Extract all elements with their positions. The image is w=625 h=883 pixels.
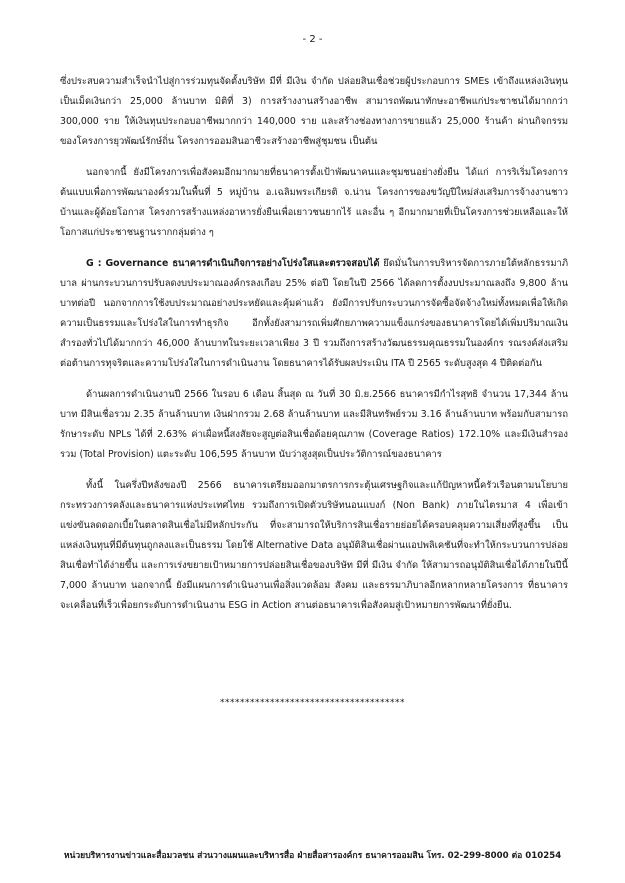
paragraph-governance <box>60 254 568 374</box>
document-body <box>60 72 568 627</box>
governance-heading: G : Governance ธนาคารดำเนินกิจการอย่างโปร่งใสและตรวจสอบได้ <box>86 258 380 269</box>
footer-contact: หน่วยบริหารงานข่าวและสื่อมวลชน ส่วนวางแผนและบริหารสื่อ ฝ่ายสื่อสารองค์กร ธนาคารออมสิน โทร. 02-299-8000 ต่อ 010254 <box>63 851 562 861</box>
governance-text: ยึดมั่นในการบริหารจัดการภายใต้หลักธรรมาภิบาล ผ่านกระบวนการปรับลดงบประมาณองค์กรลงเกือบ 25% ต่อปี โดยในปี 2566 ได้ลดการตั้งงบประมาณลงถึง 9,800 ล้านบาทต่อปี นอกจากการใช้งบประมาณอย่างประหยัดและคุ้มค่าแล้ว ยังมีการปรับกระบวนการจัดซื้อจัดจ้างใหม่ทั้งหมดเพื่อให้เกิดความเป็นธรรมและโปร่งใสในการทำธุรกิจ อีกทั้งยังสามารถเพิ่มศักยภาพความแข็งแกร่งของธนาคารโดยได้เพิ่มปริมาณเงินสำรองทั่วไปได้มากกว่า 46,000 ล้านบาทในระยะเวลาเพียง 3 ปี รวมถึงการสร้างวัฒนธรรมคุณธรรมในองค์กร รณรงค์ส่งเสริมต่อต้านการทุจริตและความโปร่งใสในการดำเนินงาน โดยธนาคารได้รับผลประเมิน ITA ปี 2565 ระดับสูงสุด 4 ปีติดต่อกัน <box>60 258 568 369</box>
separator-stars: ************************************* <box>220 698 405 708</box>
paragraph-outlook: ทั้งนี้ ในครึ่งปีหลังของปี 2566 ธนาคารเตรียมออกมาตรการกระตุ้นเศรษฐกิจและแก้ปัญหาหนี้ครัวเรือนตามนโยบายกระทรวงการคลังและธนาคารแห่งประเทศไทย รวมถึงการเปิดตัวบริษัทนอนแบงก์ (Non Bank) ภายในไตรมาส 4 เพื่อเข้าแข่งขันลดดอกเบี้ยในตลาดสินเชื่อไม่มีหลักประกัน ที่จะสามารถให้บริการสินเชื่อรายย่อยได้ครอบคลุมความเสี่ยงที่สูงขึ้น เป็นแหล่งเงินทุนที่มีต้นทุนถูกลงและเป็นธรรม โดยใช้ Alternative Data อนุมัติสินเชื่อผ่านแอปพลิเคชันที่จะทำให้กระบวนการปล่อยสินเชื่อทำได้ง่ายขึ้น และการเร่งขยายเป้าหมายการปล่อยสินเชื่อของบริษัท มีที่ มีเงิน จำกัด ให้สามารถอนุมัติสินเชื่อได้ภายในปีนี้ 7,000 ล้านบาท นอกจากนี้ ยังมีแผนการดำเนินงานเพื่อสิ่งแวดล้อม สังคม และธรรมาภิบาลอีกหลากหลายโครงการ ที่ธนาคารจะเคลื่อนที่เร็วเพื่อยกระดับการดำเนินงาน ESG in Action สานต่อธนาคารเพื่อสังคมสู่เป้าหมายการพัฒนาที่ยั่งยืน. <box>60 480 568 611</box>
paragraph-performance: ด้านผลการดำเนินงานปี 2566 ในรอบ 6 เดือน สิ้นสุด ณ วันที่ 30 มิ.ย.2566 ธนาคารมีกำไรสุทธิ จำนวน 17,344 ล้านบาท มีสินเชื่อรวม 2.35 ล้านล้านบาท เงินฝากรวม 2.68 ล้านล้านบาท และมีสินทรัพย์รวม 3.16 ล้านล้านบาท พร้อมกับสามารถรักษาระดับ NPLs ได้ที่ 2.63% ค่าเผื่อหนี้สงสัยจะสูญต่อสินเชื่อด้อยคุณภาพ (Coverage Ratios) 172.10% และมีเงินสำรองรวม (Total Provision) แตะระดับ 106,595 ล้านบาท นับว่าสูงสุดเป็นประวัติการณ์ของธนาคาร <box>60 389 568 460</box>
page-number: - 2 - <box>302 34 323 45</box>
paragraph-social-projects: นอกจากนี้ ยังมีโครงการเพื่อสังคมอีกมากมายที่ธนาคารตั้งเป้าพัฒนาคนและชุมชนอย่างยั่งยืน ได้แก่ การริเริ่มโครงการต้นแบบเพื่อการพัฒนาองค์รวมในพื้นที่ 5 หมู่บ้าน อ.เฉลิมพระเกียรติ จ.น่าน โครงการของขวัญปีใหม่ส่งเสริมการจ้างงานชาวบ้านและผู้ด้อยโอกาส โครงการสร้างแหล่งอาหารยั่งยืนเพื่อเยาวชนยากไร้ และอื่น ๆ อีกมากมายที่เป็นโครงการช่วยเหลือและให้โอกาสแก่ประชาชนฐานรากกลุ่มต่าง ๆ <box>60 167 568 238</box>
paragraph-continuation: ซึ่งประสบความสำเร็จนำไปสู่การร่วมทุนจัดตั้งบริษัท มีที่ มีเงิน จำกัด ปล่อยสินเชื่อช่วยผู้ประกอบการ SMEs เข้าถึงแหล่งเงินทุนเป็นเม็ดเงินกว่า 25,000 ล้านบาท มิติที่ 3) การสร้างงานสร้างอาชีพ สามารถพัฒนาทักษะอาชีพแก่ประชาชนได้มากกว่า 300,000 ราย ให้เงินทุนประกอบอาชีพมากกว่า 140,000 ราย และสร้างช่องทางการขายแล้ว 25,000 ร้านค้า ผ่านกิจกรรมของโครงการยุวพัฒน์รักษ์ถิ่น โครงการออมสินอาชีวะสร้างอาชีพสู่ชุมชน เป็นต้น <box>60 76 568 147</box>
